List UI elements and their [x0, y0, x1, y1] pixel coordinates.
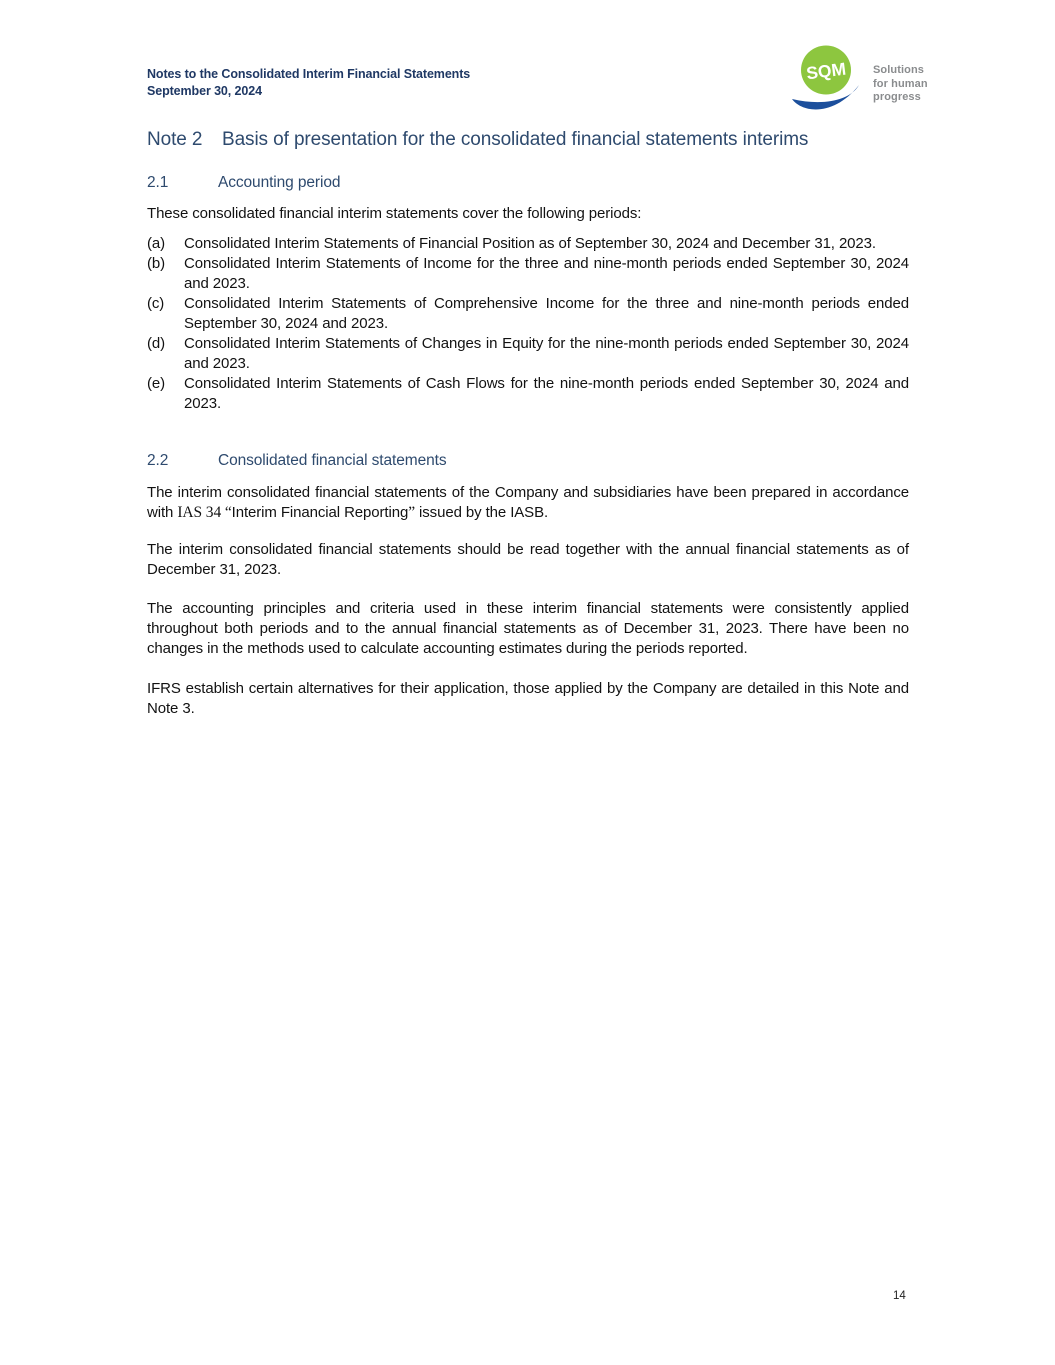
- list-item-label: (a): [147, 235, 166, 252]
- page-header: [147, 66, 470, 100]
- list-item-label: (b): [147, 255, 166, 272]
- tagline-line: progress: [873, 91, 921, 103]
- header-date: September 30, 2024: [147, 84, 262, 98]
- paragraph-text: Interim Financial Reporting: [231, 504, 409, 521]
- page-number: 14: [893, 1290, 906, 1302]
- list-item: [147, 374, 909, 414]
- tagline-line: Solutions: [873, 64, 925, 76]
- section-heading-text: Accounting period: [218, 174, 341, 191]
- header-title: Notes to the Consolidated Interim Financial Statements: [147, 67, 471, 81]
- section-number: 2.2: [147, 452, 169, 469]
- paragraph-annual-statements: The interim consolidated financial statements should be read together with the annual financial statements as of December 31, 2023.: [147, 541, 909, 578]
- paragraph-accounting-principles: The accounting principles and criteria used in these interim financial statements were consistently applied throughout both periods and to the annual financial statements as of December 31, 2023. There have been no changes in the methods used to calculate accounting estimates during the periods reported.: [147, 600, 909, 657]
- paragraph-ias34: [147, 483, 909, 523]
- list-item: [147, 334, 909, 374]
- list-item-text: Consolidated Interim Statements of Cash Flows for the nine-month periods ended September 30, 2024 and 2023.: [184, 375, 909, 412]
- paragraph-text: The interim consolidated financial statements of the Company and subsidiaries have been prepared in accordance with: [147, 484, 909, 521]
- list-item-text: Consolidated Interim Statements of Financial Position as of September 30, 2024 and December 31, 2023.: [184, 235, 876, 252]
- list-item: [147, 294, 909, 334]
- list-item-label: (d): [147, 335, 166, 352]
- periods-list: [147, 234, 909, 414]
- section-2-2-heading: [147, 452, 909, 470]
- close-quote: ”: [408, 504, 415, 521]
- tagline-line: for human: [873, 77, 928, 90]
- logo-tagline: [873, 64, 928, 105]
- list-item-text: Consolidated Interim Statements of Income for the three and nine-month periods ended September 30, 2024 and 2023.: [184, 255, 909, 292]
- list-item: [147, 234, 909, 254]
- section-2-1-heading: [147, 174, 909, 192]
- paragraph-text: issued by the IASB.: [414, 504, 549, 521]
- list-item-text: Consolidated Interim Statements of Changes in Equity for the nine-month periods ended September 30, 2024 and 2023.: [184, 335, 909, 372]
- section-heading-text: Consolidated financial statements: [218, 452, 447, 469]
- list-item-text: Consolidated Interim Statements of Comprehensive Income for the three and nine-month periods ended September 30, 2024 and 2023.: [184, 295, 909, 332]
- logo-text: SQM: [805, 58, 848, 84]
- note-title: [147, 129, 909, 151]
- note-title-text: Basis of presentation for the consolidated financial statements interims: [222, 129, 809, 150]
- company-logo: [788, 44, 928, 116]
- intro-paragraph: These consolidated financial interim statements cover the following periods:: [147, 205, 642, 222]
- list-item-label: (c): [147, 295, 165, 312]
- list-item-label: (e): [147, 375, 166, 392]
- paragraph-ifrs: IFRS establish certain alternatives for their application, those applied by the Company are detailed in this Note and Note 3.: [147, 680, 909, 717]
- sqm-logo-icon: [788, 44, 866, 116]
- list-item: [147, 254, 909, 294]
- note-number: Note 2: [147, 129, 203, 150]
- ias34-reference: IAS 34 “: [177, 504, 232, 521]
- section-number: 2.1: [147, 174, 169, 191]
